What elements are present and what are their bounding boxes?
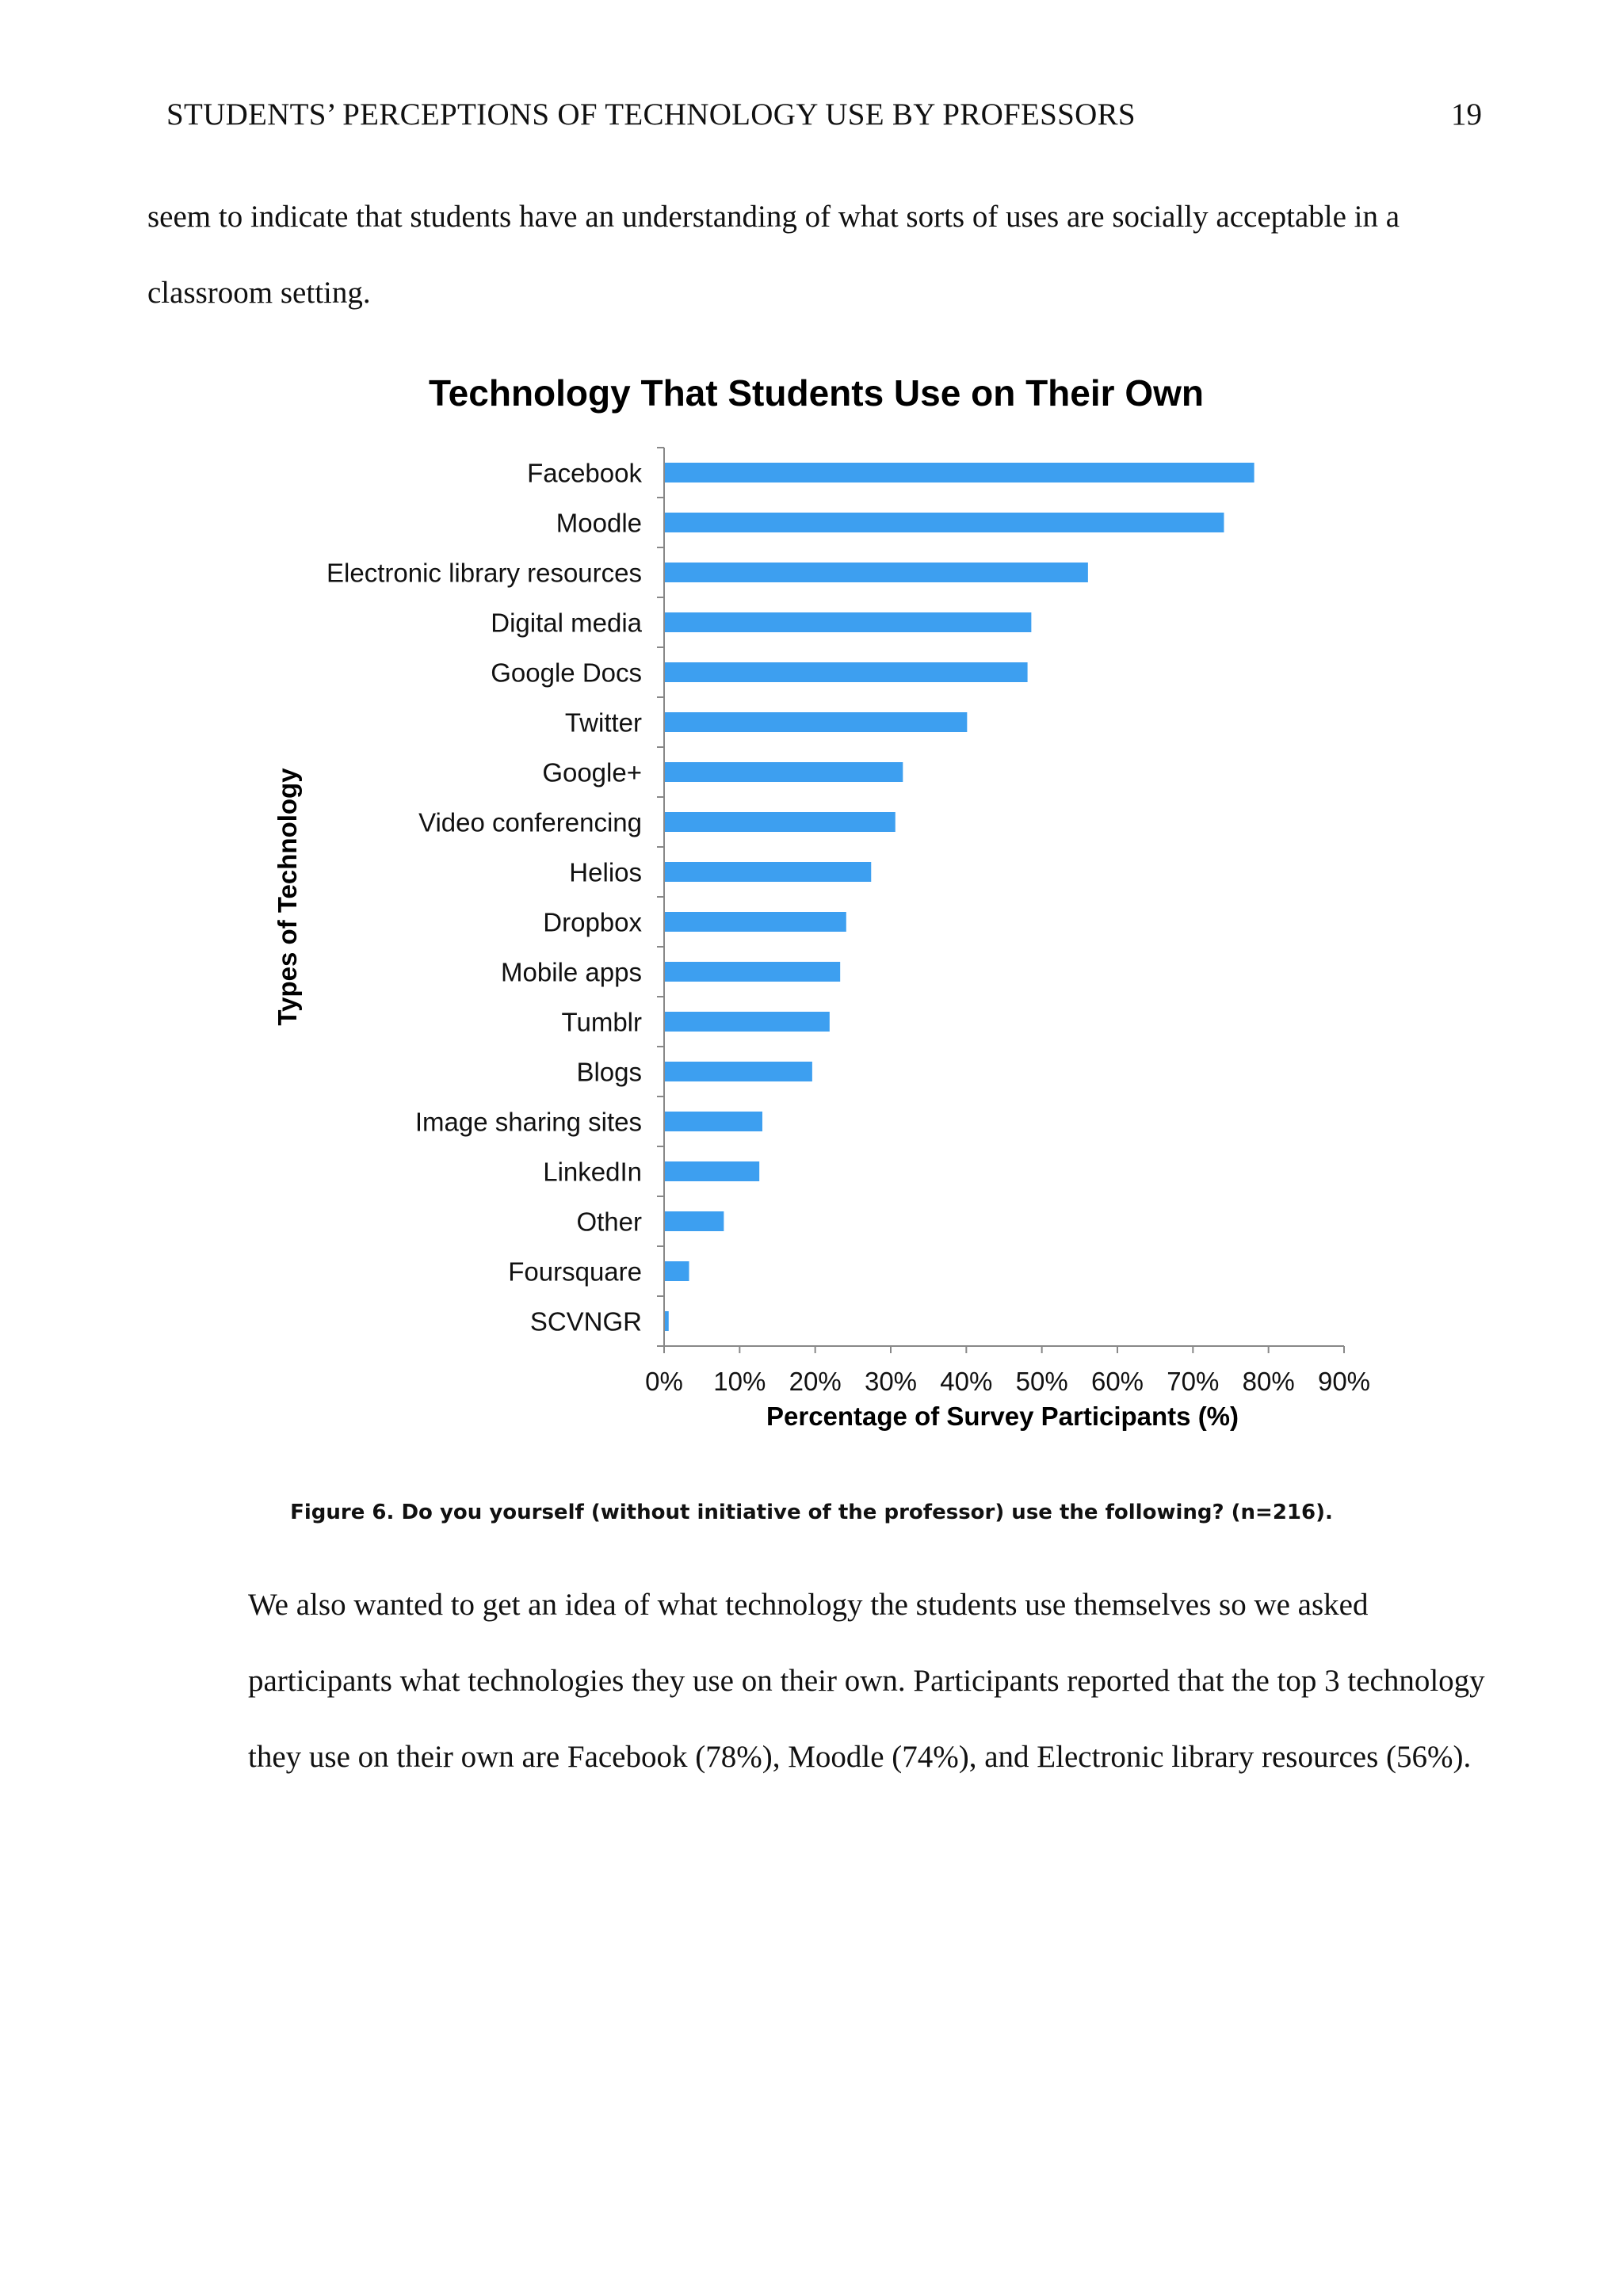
x-tick-labels: [645, 1367, 1370, 1396]
bar-blogs: [665, 1062, 812, 1081]
paragraph-2-line: they use on their own are Facebook (78%), Moodle (74%), and Electronic library resources (56%).: [248, 1740, 1472, 1774]
x-tick-label: 90%: [1317, 1367, 1371, 1396]
category-label: Moodle: [556, 508, 642, 538]
bar-digital-media: [665, 612, 1031, 632]
axes: [657, 448, 1344, 1353]
x-tick-label: 70%: [1167, 1367, 1220, 1396]
category-labels: [327, 459, 643, 1337]
category-label: Electronic library resources: [327, 558, 642, 588]
x-axis-label: Percentage of Survey Participants (%): [766, 1402, 1239, 1431]
paragraph-2: [147, 1567, 1487, 1795]
category-label: Mobile apps: [501, 957, 642, 987]
category-label: Helios: [569, 857, 642, 887]
bar-scvngr: [665, 1311, 669, 1331]
bar-electronic-library-resources: [665, 563, 1088, 582]
category-label: Image sharing sites: [414, 1107, 642, 1137]
figure-caption: Figure 6. Do you yourself (without initiative of the professor) use the following? (n=216).: [290, 1501, 1333, 1524]
bar-tumblr: [665, 1012, 830, 1032]
category-label: Foursquare: [508, 1257, 642, 1287]
category-label: Other: [576, 1207, 642, 1237]
category-label: Facebook: [527, 458, 642, 488]
bar-twitter: [665, 712, 967, 732]
x-tick-label: 30%: [864, 1367, 918, 1396]
category-label: Google Docs: [491, 658, 642, 688]
category-label: Google+: [542, 757, 642, 788]
bar-other: [665, 1211, 724, 1231]
bar-google-docs: [665, 662, 1028, 682]
bar-linkedin: [665, 1161, 759, 1181]
bar-image-sharing-sites: [665, 1112, 762, 1131]
category-label: LinkedIn: [543, 1157, 642, 1187]
x-tick-label: 20%: [789, 1367, 842, 1396]
x-tick-label: 40%: [940, 1367, 993, 1396]
x-tick-label: 10%: [713, 1367, 766, 1396]
x-tick-label: 80%: [1242, 1367, 1295, 1396]
page-number: 19: [1451, 97, 1482, 132]
paragraph-2-line: We also wanted to get an idea of what technology the students use themselves so we asked: [248, 1588, 1369, 1622]
bar-video-conferencing: [665, 812, 896, 832]
category-label: Digital media: [491, 608, 642, 638]
category-label: Blogs: [576, 1057, 642, 1087]
chart-title: Technology That Students Use on Their Own: [429, 372, 1204, 414]
running-head: STUDENTS’ PERCEPTIONS OF TECHNOLOGY USE BY PROFESSORS: [166, 97, 1136, 132]
bar-mobile-apps: [665, 962, 840, 982]
bar-helios: [665, 862, 871, 882]
paragraph-1-line: seem to indicate that students have an understanding of what sorts of uses are socially acceptable in a: [147, 200, 1400, 234]
bar-google-: [665, 762, 903, 782]
bar-facebook: [665, 463, 1254, 482]
x-tick-label: 50%: [1015, 1367, 1068, 1396]
y-axis-label: Types of Technology: [273, 768, 302, 1026]
bar-moodle: [665, 513, 1224, 532]
category-label: Tumblr: [561, 1007, 642, 1037]
category-label: SCVNGR: [529, 1306, 642, 1337]
paragraph-2-line: participants what technologies they use on their own. Participants reported that the top 3 technology: [248, 1664, 1485, 1698]
x-tick-label: 60%: [1090, 1367, 1144, 1396]
bar-dropbox: [665, 912, 846, 932]
bar-foursquare: [665, 1261, 689, 1281]
category-label: Twitter: [564, 707, 642, 738]
category-label: Video conferencing: [418, 807, 642, 837]
category-label: Dropbox: [543, 907, 642, 937]
x-tick-label: 0%: [645, 1367, 683, 1396]
bars-group: [665, 463, 1254, 1331]
paragraph-1-line: classroom setting.: [147, 276, 371, 310]
